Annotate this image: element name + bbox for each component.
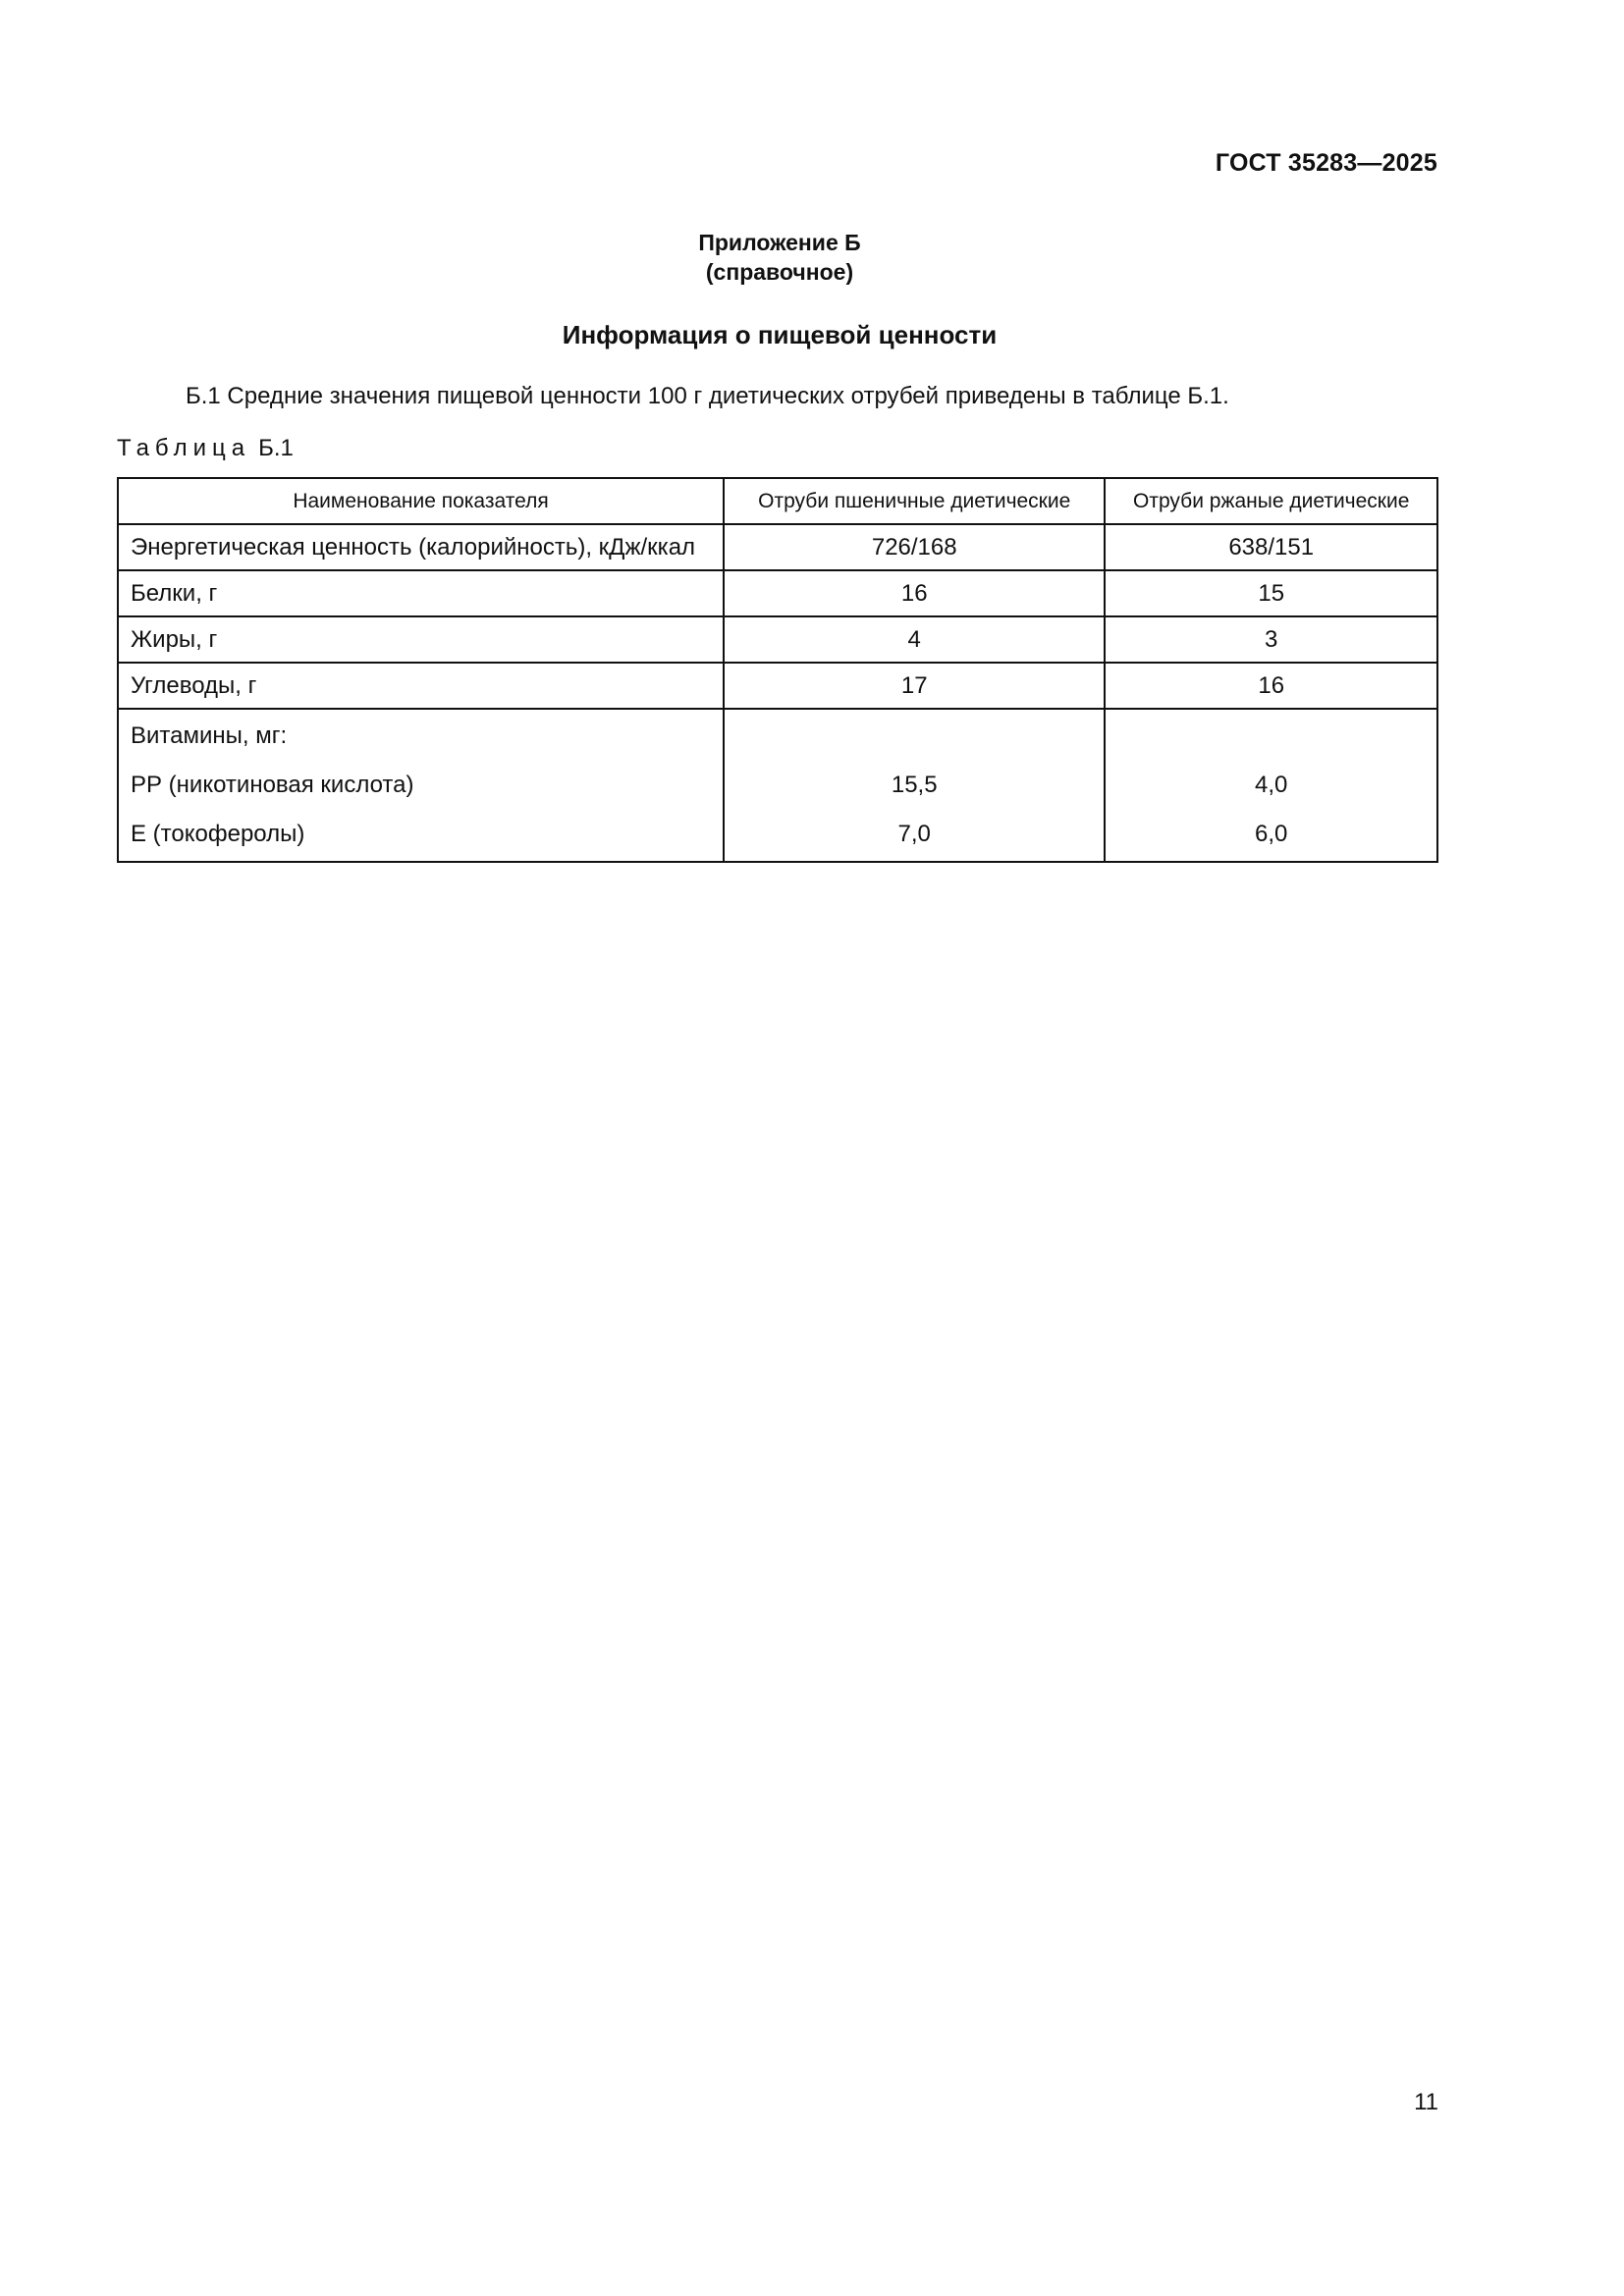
header-indicator: Наименование показателя — [118, 478, 724, 524]
row-rye-value: 16 — [1105, 663, 1437, 709]
vitamin-wheat-value: 15,5 — [891, 772, 938, 798]
table-row — [118, 570, 1437, 616]
page-number: 11 — [1414, 2089, 1438, 2115]
header-rye-bran: Отруби ржаные диетические — [1105, 478, 1437, 524]
table-row — [118, 616, 1437, 663]
intro-paragraph: Б.1 Средние значения пищевой ценности 100 г диетических отрубей приведены в таблице Б.1. — [186, 383, 1229, 409]
vitamin-name: Е (токоферолы) — [131, 821, 305, 847]
row-wheat-value: 16 — [724, 570, 1105, 616]
row-rye-value: 15 — [1105, 570, 1437, 616]
vitamins-wheat-cell — [724, 709, 1105, 862]
table-row — [118, 524, 1437, 570]
vitamin-rye-value: 6,0 — [1255, 821, 1288, 847]
table-row — [118, 663, 1437, 709]
table-row-vitamins — [118, 709, 1437, 862]
document-code: ГОСТ 35283—2025 — [1215, 149, 1437, 177]
vitamins-label: Витамины, мг: — [131, 722, 288, 749]
row-name: Углеводы, г — [118, 663, 724, 709]
vitamins-names-cell — [118, 709, 724, 862]
vitamin-name: РР (никотиновая кислота) — [131, 772, 414, 798]
vitamins-rye-cell — [1105, 709, 1437, 862]
row-name: Белки, г — [118, 570, 724, 616]
vitamin-wheat-value: 7,0 — [897, 821, 931, 847]
appendix-title: Приложение Б — [698, 230, 861, 255]
table-caption-number: Б.1 — [258, 435, 294, 461]
row-name: Жиры, г — [118, 616, 724, 663]
row-wheat-value: 726/168 — [724, 524, 1105, 570]
row-rye-value: 3 — [1105, 616, 1437, 663]
section-title: Информация о пищевой ценности — [562, 320, 998, 349]
vitamin-rye-value: 4,0 — [1255, 772, 1288, 798]
table-caption-word: Таблица — [117, 435, 251, 461]
table-caption — [117, 435, 294, 462]
row-name: Энергетическая ценность (калорийность), кДж/ккал — [118, 524, 724, 570]
header-wheat-bran: Отруби пшеничные диетические — [724, 478, 1105, 524]
table-header-row — [118, 478, 1437, 524]
appendix-subtitle: (справочное) — [705, 259, 854, 285]
row-rye-value: 638/151 — [1105, 524, 1437, 570]
row-wheat-value: 17 — [724, 663, 1105, 709]
row-wheat-value: 4 — [724, 616, 1105, 663]
nutrition-table — [117, 477, 1438, 863]
